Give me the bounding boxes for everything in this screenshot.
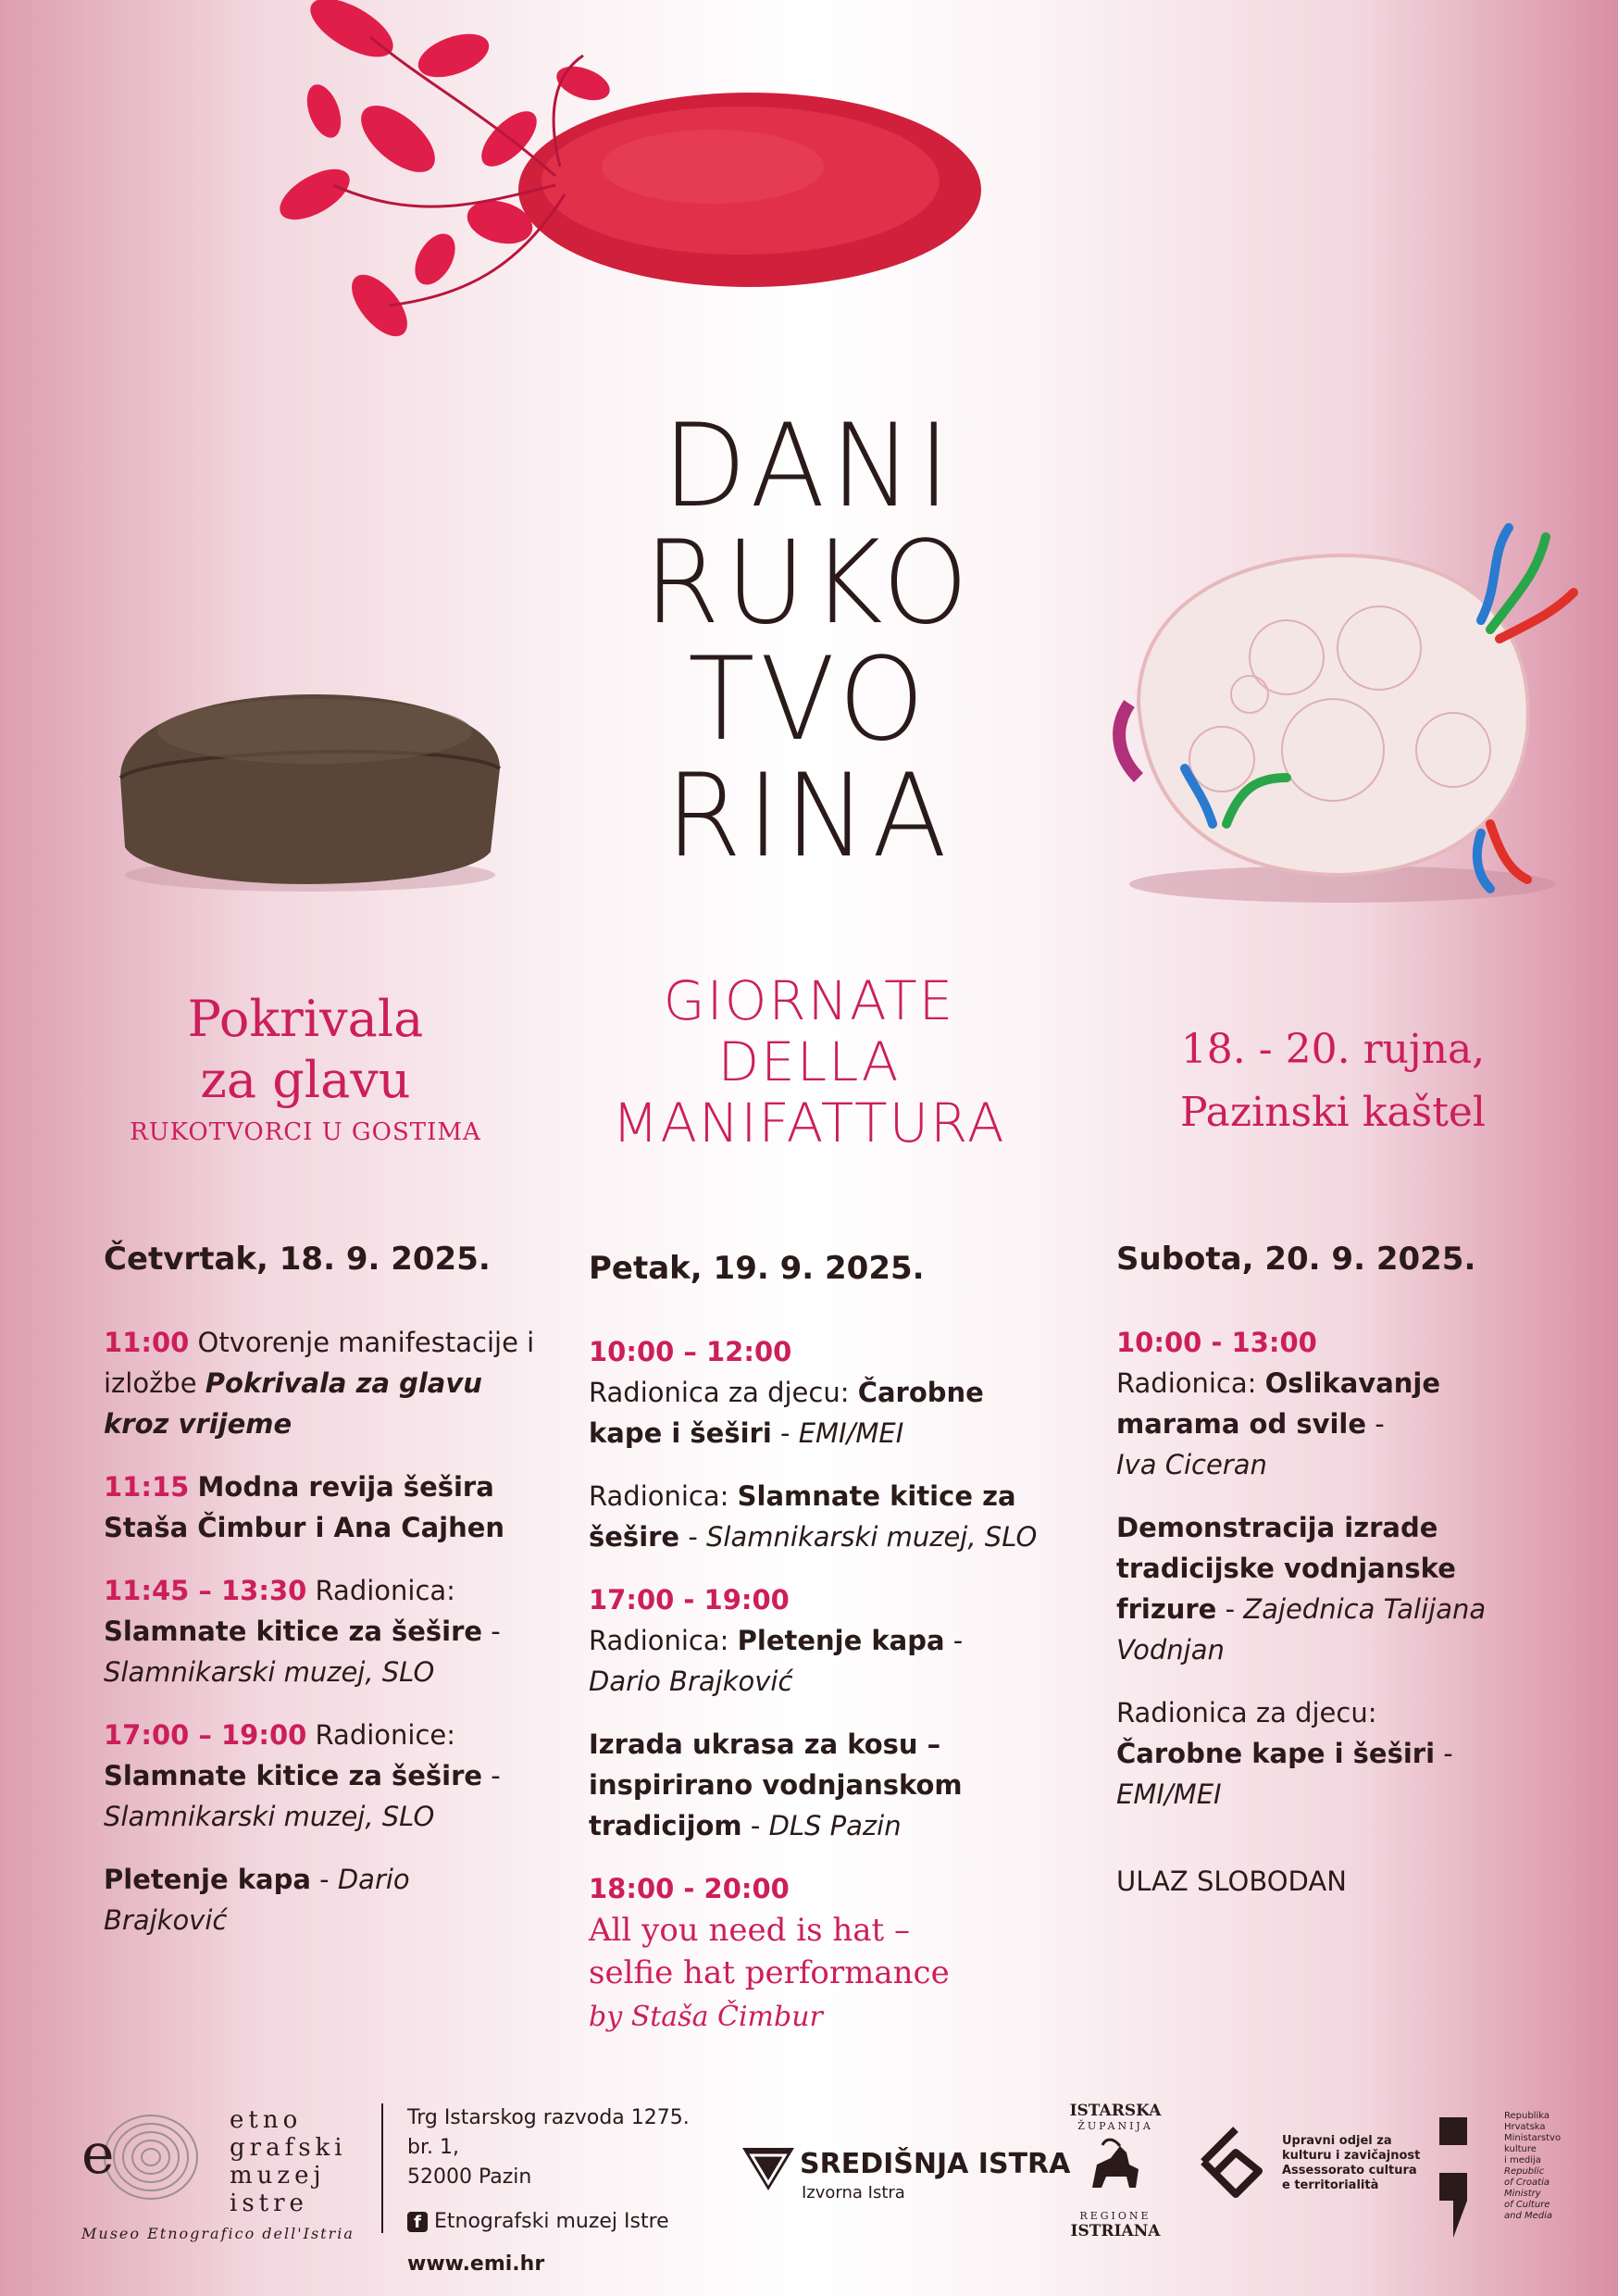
exhibition-title	[93, 989, 518, 1146]
museum-italian-name: Museo Etnografico dell'Istria	[81, 2225, 355, 2242]
item-host: Dario Brajković	[589, 1666, 793, 1697]
item-time: 17:00 - 19:00	[589, 1584, 790, 1616]
date-line: Pazinski kaštel	[1179, 1089, 1487, 1136]
museum-contact	[407, 2103, 713, 2279]
item-host: DLS Pazin	[768, 1810, 902, 1841]
performance-line: selfie hat performance	[589, 1954, 950, 1991]
item-dash: -	[1366, 1408, 1385, 1440]
performance-line: All you need is hat –	[589, 1912, 910, 1949]
performance-title	[589, 1909, 1052, 2039]
item-dash: -	[944, 1625, 964, 1656]
item-text: Otvorenje manifestacije i izložbe	[104, 1327, 535, 1399]
item-host: Zajednica Talijana Vodnjan	[1116, 1593, 1487, 1666]
ministry-line: Republic	[1504, 2166, 1545, 2177]
item-text: Radionica za djecu:	[589, 1377, 850, 1408]
item-text: Radionica:	[315, 1575, 455, 1606]
facebook-link[interactable]	[407, 2207, 713, 2237]
event-dates	[1101, 1018, 1564, 1144]
program-item	[104, 1570, 539, 1692]
istria-county-logo	[1064, 2102, 1166, 2240]
item-title: Čarobne kape i šeširi	[1116, 1738, 1436, 1769]
free-entry: ULAZ SLOBODAN	[1116, 1866, 1347, 1897]
program-item	[104, 1322, 539, 1444]
program-item	[589, 1724, 1052, 1846]
item-text: Radionica:	[1116, 1367, 1257, 1399]
ministry-line: Ministry	[1504, 2189, 1541, 2199]
museum-line: grafski	[230, 2134, 347, 2162]
title-line: DANI	[662, 398, 956, 533]
item-dash: -	[310, 1864, 338, 1895]
item-title: Slamnate kitice za šešire	[589, 1480, 1016, 1553]
performance-author: by Staša Čimbur	[589, 2001, 823, 2033]
title-line: RUKO	[643, 515, 975, 650]
italian-line: MANIFATTURA	[612, 1092, 1006, 1154]
item-text: Radionice:	[315, 1719, 456, 1751]
museum-name	[230, 2106, 347, 2217]
program-item	[104, 1466, 539, 1548]
friday-column	[589, 1250, 1052, 2061]
item-host: Slamnikarski muzej, SLO	[104, 1801, 435, 1832]
upravni-line: Assessorato cultura	[1282, 2164, 1417, 2177]
county-name: ISTARSKA	[1069, 2102, 1162, 2120]
thursday-column	[104, 1241, 539, 1963]
item-host: Slamnikarski muzej, SLO	[104, 1656, 435, 1688]
ministry-line: and Media	[1504, 2211, 1553, 2221]
ministry-line: of Croatia	[1504, 2177, 1550, 2188]
day-heading: Petak, 19. 9. 2025.	[589, 1250, 925, 1287]
ministry-logo-icon	[1435, 2113, 1490, 2242]
address-line: 52000 Pazin	[407, 2165, 532, 2189]
ministry-line: of Culture	[1504, 2200, 1550, 2210]
item-title: Slamnate kitice za šešire	[104, 1616, 483, 1647]
item-host: EMI/MEI	[798, 1417, 904, 1449]
title-line: TVO	[688, 631, 930, 767]
ministry-line: Hrvatska	[1504, 2122, 1546, 2132]
item-title: Pokrivala za glavu kroz vrijeme	[104, 1367, 482, 1440]
footer-divider	[381, 2103, 383, 2233]
program-item	[1116, 1692, 1551, 1815]
item-host: Slamnikarski muzej, SLO	[706, 1521, 1038, 1553]
upravni-line: Upravni odjel za	[1282, 2134, 1392, 2148]
item-dash: -	[1435, 1738, 1453, 1769]
address-line: Trg Istarskog razvoda 1275. br. 1,	[407, 2106, 690, 2159]
program-item	[589, 1331, 1052, 1454]
region-sub: REGIONE	[1079, 2210, 1151, 2222]
item-title: Modna revija šešira Staša Čimbur i Ana Cajhen	[104, 1471, 505, 1543]
facebook-label: Etnografski muzej Istre	[434, 2210, 669, 2233]
program-item	[589, 1579, 1052, 1702]
museum-line: muzej	[230, 2162, 326, 2190]
item-time: 11:15	[104, 1471, 190, 1503]
upravni-odjel-logo-icon	[1194, 2120, 1268, 2203]
program-item	[1116, 1322, 1551, 1485]
item-dash: -	[482, 1760, 501, 1791]
saturday-column	[1116, 1241, 1551, 1924]
exhibition-line: Pokrivala	[187, 990, 424, 1048]
day-heading: Četvrtak, 18. 9. 2025.	[104, 1241, 491, 1278]
red-hat-image	[278, 0, 1000, 463]
item-text: Radionica:	[589, 1480, 729, 1512]
item-dash: -	[771, 1417, 799, 1449]
main-title	[0, 398, 1618, 883]
item-time: 11:00	[104, 1327, 190, 1358]
item-title: Oslikavanje marama od svile	[1116, 1367, 1441, 1440]
goat-coat-of-arms-icon	[1078, 2132, 1152, 2206]
program-item	[1116, 1507, 1551, 1670]
item-title: Demonstracija izrade tradicijske vodnjanske frizure	[1116, 1512, 1456, 1625]
program-item	[589, 1476, 1052, 1557]
item-time: 17:00 – 19:00	[104, 1719, 307, 1751]
item-time: 18:00 - 20:00	[589, 1873, 790, 1904]
fingerprint-logo-icon	[81, 2106, 202, 2208]
ministry-line: i medija	[1504, 2155, 1541, 2165]
item-time: 10:00 - 13:00	[1116, 1327, 1317, 1358]
ministry-line: Republika	[1504, 2111, 1550, 2121]
item-title: Slamnate kitice za šešire	[104, 1760, 483, 1791]
date-line: 18. - 20. rujna,	[1180, 1026, 1486, 1073]
item-time: 10:00 – 12:00	[589, 1336, 792, 1367]
day-heading: Subota, 20. 9. 2025.	[1116, 1241, 1476, 1278]
county-sub: ŽUPANIJA	[1077, 2120, 1153, 2132]
exhibition-line: za glavu	[200, 1051, 411, 1109]
italian-line: DELLA	[717, 1030, 901, 1093]
ministry-line: Ministarstvo	[1504, 2133, 1562, 2143]
item-host: Dario Brajković	[104, 1864, 410, 1936]
item-time: 11:45 – 13:30	[104, 1575, 307, 1606]
sredisnja-istra-name: SREDIŠNJA ISTRA	[800, 2148, 1071, 2180]
upravni-line: e territorialità	[1282, 2178, 1379, 2192]
program-item	[589, 1868, 1052, 2039]
item-title: Pletenje kapa	[104, 1864, 311, 1895]
program-item	[104, 1715, 539, 1837]
ministry-text	[1504, 2111, 1587, 2222]
item-text: Radionica za djecu:	[1116, 1697, 1377, 1728]
item-dash: -	[482, 1616, 501, 1647]
item-host: EMI/MEI	[1116, 1778, 1222, 1810]
upravni-line: kulturu i zavičajnost	[1282, 2149, 1421, 2163]
ministry-line: kulture	[1504, 2144, 1537, 2154]
triangle-logo-icon	[741, 2146, 796, 2192]
museum-line: etno	[230, 2106, 303, 2134]
item-host: Iva Ciceran	[1116, 1449, 1267, 1480]
program-item	[104, 1859, 539, 1940]
title-line: RINA	[666, 748, 952, 883]
item-title: Čarobne kape i šeširi	[589, 1377, 984, 1449]
museum-line: istre	[230, 2190, 308, 2217]
item-dash: -	[1216, 1593, 1244, 1625]
facebook-icon: f	[407, 2212, 428, 2232]
item-title: Izrada ukrasa za kosu – inspirirano vodnjanskom tradicijom	[589, 1728, 963, 1841]
sredisnja-istra-tagline: Izvorna Istra	[802, 2183, 905, 2202]
upravni-odjel-text	[1282, 2134, 1430, 2193]
item-text: Radionica:	[589, 1625, 729, 1656]
item-dash: -	[679, 1521, 707, 1553]
region-name: ISTRIANA	[1070, 2222, 1161, 2240]
italian-subtitle	[518, 970, 1100, 1154]
item-title: Pletenje kapa	[737, 1625, 945, 1656]
italian-line: GIORNATE	[663, 969, 955, 1032]
exhibition-subtitle: RUKOTVORCI U GOSTIMA	[130, 1118, 481, 1146]
item-dash: -	[741, 1810, 769, 1841]
website-link[interactable]: www.emi.hr	[407, 2252, 545, 2276]
svg-text:e: e	[81, 2122, 115, 2187]
